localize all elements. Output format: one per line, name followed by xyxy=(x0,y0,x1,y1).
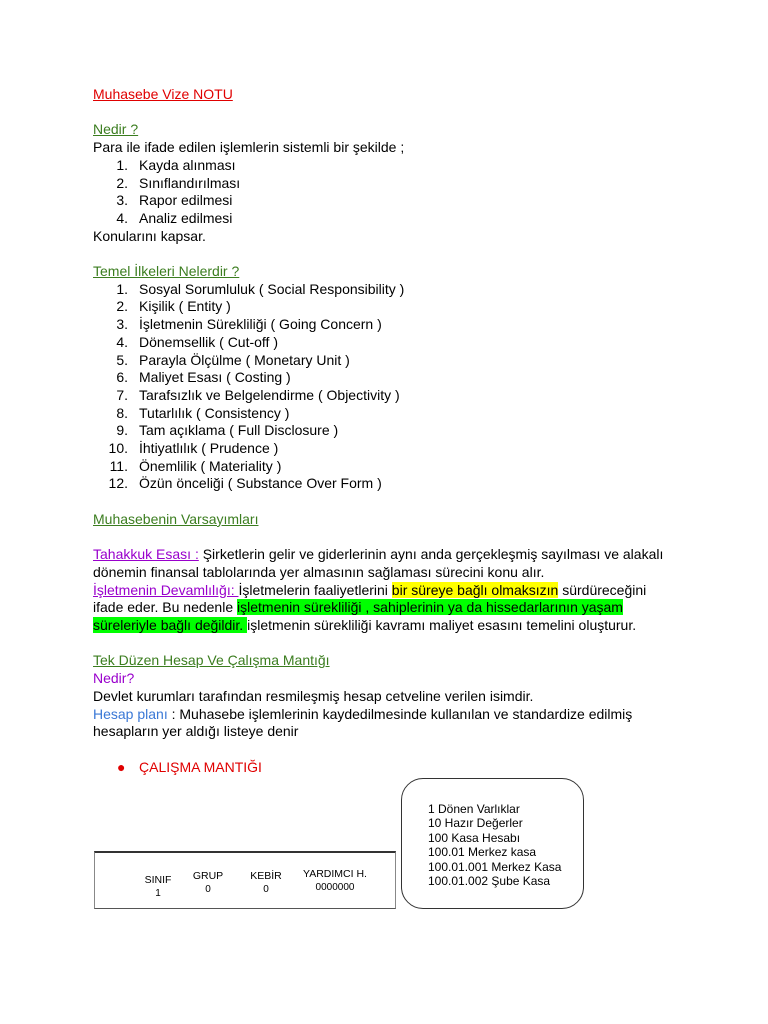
code-column-kebir: KEBİR 0 xyxy=(250,870,282,895)
list-item: 1. Kayda alınması xyxy=(116,156,236,173)
document-body xyxy=(93,86,683,776)
list-item: 1. Sosyal Sorumluluk ( Social Responsibility ) xyxy=(116,280,405,297)
code-column-yardimci: YARDIMCI H. 0000000 xyxy=(303,868,367,893)
list-item: 9. Tam açıklama ( Full Disclosure ) xyxy=(116,422,339,439)
list-item: 8. Tutarlılık ( Consistency ) xyxy=(116,404,290,421)
list-item: 10. İhtiyatlılık ( Prudence ) xyxy=(108,440,279,457)
definition-outro: Konularını kapsar. xyxy=(93,227,206,244)
hesap-plani-paragraph-cont: hesapların yer aldığı listeye denir xyxy=(93,723,299,740)
list-item: 2. Kişilik ( Entity ) xyxy=(116,298,231,315)
list-item: 11. Önemlilik ( Materiality ) xyxy=(109,457,282,474)
section-heading-chart-of-accounts: Tek Düzen Hesap Ve Çalışma Mantığı xyxy=(93,652,330,669)
section-heading-assumptions: Muhasebenin Varsayımları xyxy=(93,510,259,527)
definition-intro: Para ile ifade edilen işlemlerin sistemli bir şekilde ; xyxy=(93,139,405,156)
section-heading-principles: Temel İlkeleri Nelerdir ? xyxy=(93,263,240,279)
account-example: 100.01.001 Merkez Kasa xyxy=(428,859,562,874)
bullet-icon: ● xyxy=(117,758,126,775)
account-example: 100.01.002 Şube Kasa xyxy=(428,874,551,889)
document-title: Muhasebe Vize NOTU xyxy=(93,86,233,102)
account-examples-box xyxy=(401,778,584,909)
devamlilik-paragraph-end: süreleriyle bağlı değildir. işletmenin sürekliliği kavramı maliyet esasını temelini oluşturur. xyxy=(93,617,637,634)
account-example: 100.01 Merkez kasa xyxy=(428,845,537,860)
highlight-green: süreleriyle bağlı değildir. xyxy=(93,617,248,634)
code-column-sinif: SINIF 1 xyxy=(144,874,172,899)
list-item: 4. Dönemsellik ( Cut-off ) xyxy=(116,333,279,350)
list-item: 4. Analiz edilmesi xyxy=(116,209,233,226)
list-item: 3. İşletmenin Sürekliliği ( Going Concern ) xyxy=(116,316,382,333)
list-item: 12. Özün önceliği ( Substance Over Form ) xyxy=(108,475,382,492)
tahakkuk-paragraph-cont: dönemin finansal tablolarında yer almasının sağlaması sürecini konu alır. xyxy=(93,563,545,580)
highlight-green: işletmenin sürekliliği , sahiplerinin ya da hissedarlarının yaşam xyxy=(237,599,623,616)
tahakkuk-paragraph: Tahakkuk Esası : Şirketlerin gelir ve giderlerinin aynı anda gerçekleşmiş sayılması ve alakalı xyxy=(93,546,664,563)
list-item: 6. Maliyet Esası ( Costing ) xyxy=(116,369,291,386)
chart-definition: Devlet kurumları tarafından resmileşmiş hesap cetveline verilen isimdir. xyxy=(93,687,534,704)
account-code-diagram xyxy=(94,778,594,914)
section-heading-nedir: Nedir ? xyxy=(93,121,139,138)
devamlilik-paragraph: İşletmenin Devamlılığı: İşletmelerin faaliyetlerini bir süreye bağlı olmaksızın sürdüreceğini xyxy=(93,581,647,598)
calisma-mantigi-bullet: ● ÇALIŞMA MANTIĞI xyxy=(117,758,262,775)
account-example: 100 Kasa Hesabı xyxy=(428,830,521,845)
list-item: 3. Rapor edilmesi xyxy=(116,192,233,209)
highlight-yellow: bir süreye bağlı olmaksızın xyxy=(391,581,559,598)
account-code-structure-box xyxy=(94,851,396,909)
devamlilik-paragraph-cont: ifade eder. Bu nedenle işletmenin sürekliliği , sahiplerinin ya da hissedarlarının yaşam xyxy=(93,599,623,616)
hesap-plani-paragraph: Hesap planı : Muhasebe işlemlerinin kaydedilmesinde kullanılan ve standardize edilmiş xyxy=(93,705,633,722)
principles-list xyxy=(93,281,683,493)
account-example: 1 Dönen Varlıklar xyxy=(428,802,520,816)
code-column-grup: GRUP 0 xyxy=(192,870,224,895)
list-item: 5. Parayla Ölçülme ( Monetary Unit ) xyxy=(116,351,350,368)
account-example: 10 Hazır Değerler xyxy=(428,816,523,831)
list-item: 7. Tarafsızlık ve Belgelendirme ( Objectivity ) xyxy=(116,386,400,403)
nedir-label: Nedir? xyxy=(93,670,135,687)
list-item: 2. Sınıflandırılması xyxy=(116,174,241,191)
definition-list xyxy=(93,157,683,228)
